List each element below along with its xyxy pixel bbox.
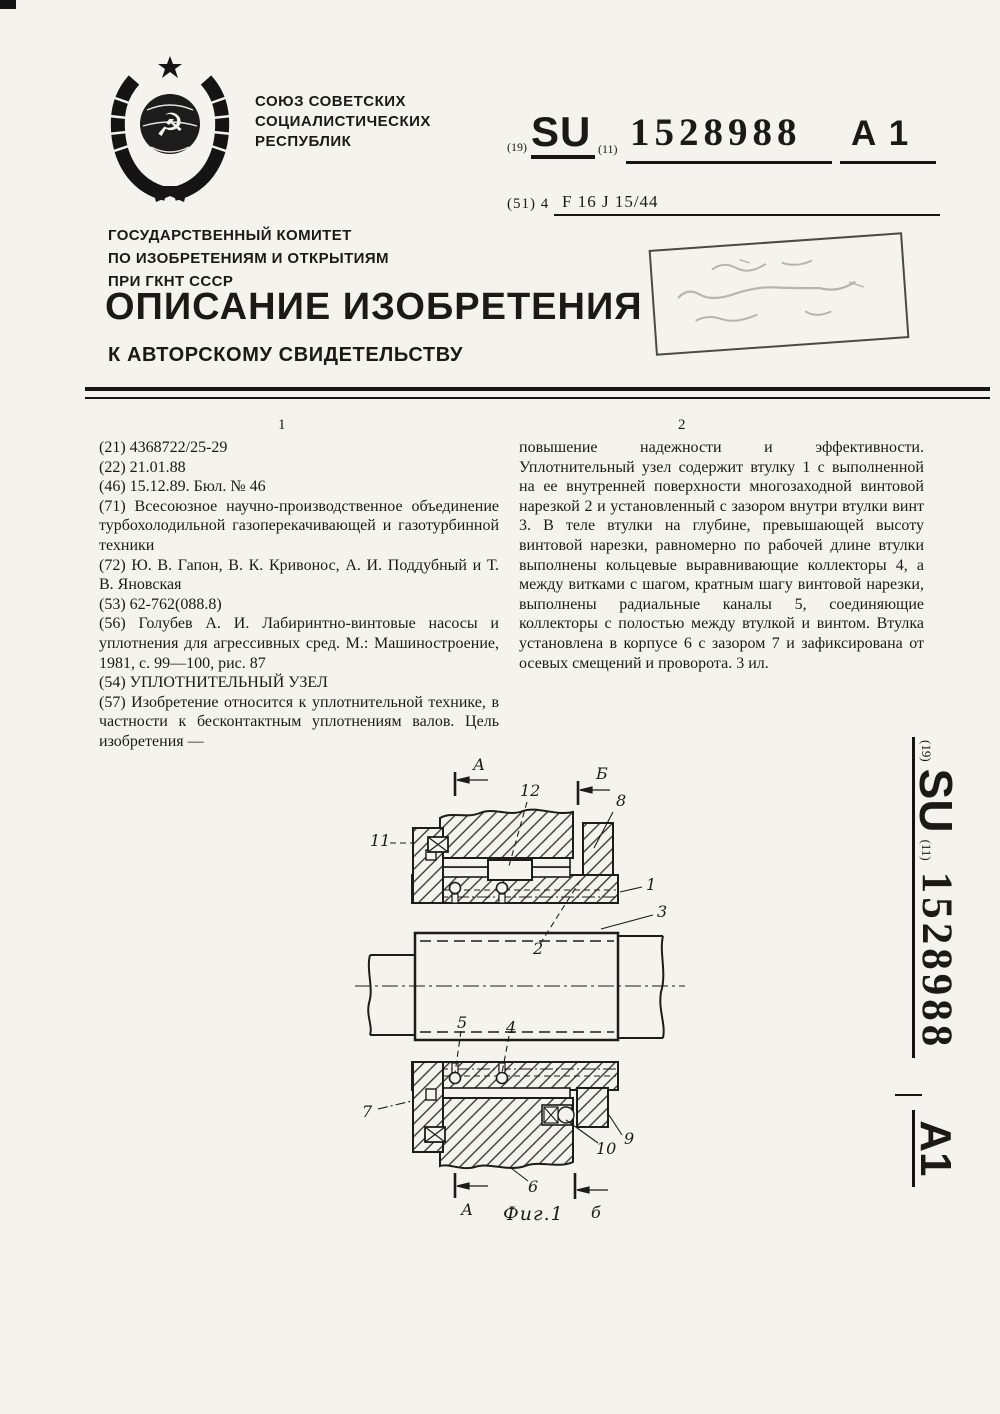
country-name: СОЮЗ СОВЕТСКИХ СОЦИАЛИСТИЧЕСКИХ РЕСПУБЛИК [255, 93, 431, 150]
sidebar-publication-number: 1528988 [912, 864, 956, 1059]
fig-label-7: 7 [362, 1102, 373, 1121]
radial-channel-l2 [497, 1073, 508, 1084]
fig-label-3: 3 [657, 902, 668, 921]
field-71: (71) Всесоюзное научно-производственное объединение турбохолодильной газоперекачивающей и газотурбинной техники [99, 497, 499, 554]
hammer-sickle-icon: ☭ [155, 106, 185, 144]
sidebar-code-19: (19) [912, 737, 934, 765]
shaft-left-step [368, 955, 415, 1035]
fig-label-5: 5 [457, 1013, 468, 1032]
fig-label-section-a-bottom: А [461, 1200, 474, 1219]
committee-name: ГОСУДАРСТВЕННЫЙ КОМИТЕТ ПО ИЗОБРЕТЕНИЯМ И ОТКРЫТИЯМ ПРИ ГКНТ СССР [108, 227, 389, 290]
figure-caption: Фиг.1 [503, 1203, 564, 1225]
fig-label-1: 1 [646, 875, 657, 894]
section-rule-thin [85, 397, 990, 399]
fig-label-9: 9 [624, 1129, 635, 1148]
field-56: (56) Голубев А. И. Лабиринтно-винтовые насосы и уплотнения для агрессивных сред. М.: Машиностроение, 1981, с. 99—100, рис. 87 [99, 615, 499, 672]
document-title: ОПИСАНИЕ ИЗОБРЕТЕНИЯ [105, 286, 643, 328]
channel-stem-u1 [452, 894, 458, 903]
bibliographic-column [99, 438, 499, 752]
scan-corner-artifact [0, 0, 16, 9]
sidebar-kind-code: A1 [912, 1110, 955, 1186]
housing-block-upper [440, 810, 573, 858]
country-code: SU [531, 108, 592, 155]
column-number-2: 2 [678, 417, 686, 433]
star-icon [158, 56, 182, 78]
fig-label-12: 12 [520, 781, 541, 800]
kind-underline [840, 161, 936, 164]
code-11: (11) [598, 142, 618, 156]
ribbon [152, 186, 188, 202]
field-21: (21) 4368722/25-29 [99, 439, 228, 456]
kind-code: A 1 [851, 114, 911, 153]
fig-label-section-b-bottom: б [591, 1203, 601, 1222]
fig-label-section-a-top: А [473, 755, 486, 774]
radial-channel-u2 [497, 883, 508, 894]
sidebar-code-11: (11) [912, 837, 934, 864]
code-51: (51) 4 [507, 196, 550, 212]
fig-label-8: 8 [616, 791, 627, 810]
field-72: (72) Ю. В. Гапон, В. К. Кривонос, А. И. Поддубный и Т. В. Яновская [99, 556, 499, 594]
field-22: (22) 21.01.88 [99, 458, 186, 476]
fig-label-10: 10 [596, 1139, 617, 1158]
sidebar-country-code: SU [912, 765, 957, 837]
fig-label-2: 2 [533, 939, 544, 958]
column-number-1: 1 [278, 417, 286, 433]
radial-channel-u1 [450, 883, 461, 894]
document-subtitle: К АВТОРСКОМУ СВИДЕТЕЛЬСТВУ [108, 344, 464, 366]
stamp-marks [651, 235, 903, 350]
field-53: (53) 62-762(088.8) [99, 595, 222, 613]
publication-number: 1528988 [630, 111, 802, 154]
flange-8 [583, 823, 613, 875]
fig-label-section-b-top: Б [596, 764, 608, 783]
sidebar-publication-id [912, 737, 984, 1187]
radial-channel-l1 [450, 1073, 461, 1084]
ipc-underline [554, 214, 940, 216]
figure-fig1 [330, 748, 950, 1248]
shaft-right-step [618, 936, 664, 1038]
ipc-class: F 16 J 15/44 [562, 192, 659, 211]
collector-channel-lower-outer [435, 1088, 570, 1098]
abstract-column [519, 438, 924, 673]
flange-9 [577, 1088, 608, 1127]
number-underline [626, 161, 832, 164]
channel-stem-u2 [499, 894, 505, 903]
section-rule-thick [85, 387, 990, 391]
fig-label-6: 6 [528, 1177, 539, 1196]
ussr-emblem [103, 52, 237, 206]
stamp [649, 232, 910, 355]
field-46: (46) 15.12.89. Бюл. № 46 [99, 478, 266, 496]
field-57-abstract-start: (57) Изобретение относится к уплотнительной технике, в частности к бесконтактным уплотнениям валов. Цель изобретения — [99, 693, 499, 750]
code-19: (19) [507, 140, 527, 154]
su-underline [531, 155, 595, 159]
fig-label-4: 4 [506, 1018, 517, 1037]
drain-channel-lower [426, 1089, 436, 1100]
channel-stem-l2 [499, 1063, 505, 1073]
field-54-title: (54) УПЛОТНИТЕЛЬНЫЙ УЗЕЛ [99, 674, 328, 692]
fig-label-11: 11 [370, 831, 391, 850]
abstract-continuation: повышение надежности и эффективности. Уплотнительный узел содержит втулку 1 с выполненной на ее внутренней поверхности многозаходной винтовой нарезкой 2 и установленный с зазором внутри втулки винт 3. В теле втулки на глубине, превышающей высоту винтовой нарезки, равномерно по рабочей длине втулки выполнены кольцевые выравнивающие коллекторы 4, а между витками с шагом, кратным шагу винтовой нарезки, выполнены радиальные каналы 5, соединяющие коллекторы с полостью между втулкой и винтом. Втулка установлена в корпусе 6 с зазором 7 и зафиксирована от осевых смещений и проворота. 3 ил. [519, 439, 924, 672]
sidebar-tick [895, 1094, 922, 1096]
